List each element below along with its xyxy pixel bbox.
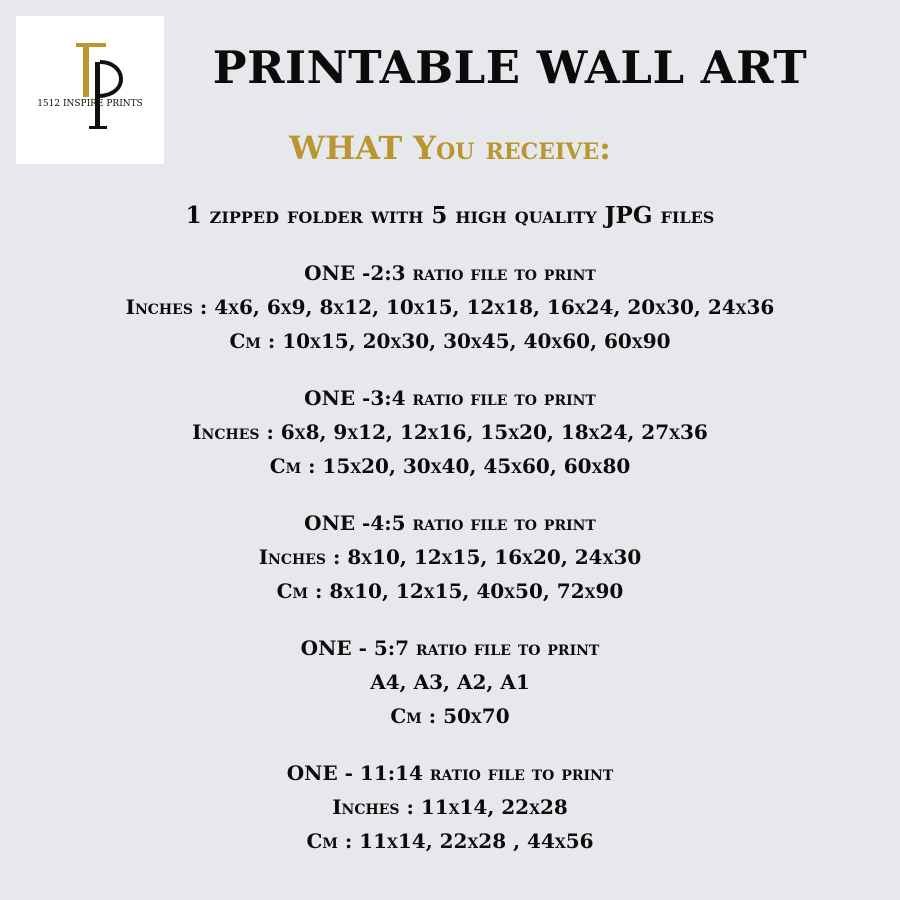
ratio-section-2-3 <box>0 256 900 358</box>
page-title: PRINTABLE WALL ART <box>212 41 808 94</box>
summary-line: 1 zipped folder with 5 high quality JPG files <box>185 202 715 229</box>
section-line: Cm : 11x14, 22x28 , 44x56 <box>306 829 594 853</box>
section-heading: ONE -2:3 ratio file to print <box>304 261 596 285</box>
ratio-section-3-4 <box>0 381 900 483</box>
brand-text: 1512 INSPIRE PRINTS <box>37 99 143 109</box>
section-heading: ONE - 11:14 ratio file to print <box>286 761 614 785</box>
ratio-section-11-14 <box>0 756 900 858</box>
section-heading: ONE -4:5 ratio file to print <box>304 511 596 535</box>
section-heading: ONE -3:4 ratio file to print <box>304 386 596 410</box>
brand-logo <box>16 16 164 164</box>
section-line: Cm : 15x20, 30x40, 45x60, 60x80 <box>269 454 631 478</box>
section-line: Cm : 50x70 <box>390 704 510 728</box>
section-heading: ONE - 5:7 ratio file to print <box>300 636 600 660</box>
section-line: Inches : 8x10, 12x15, 16x20, 24x30 <box>258 545 642 569</box>
subtitle: WHAT You receive: <box>289 129 611 167</box>
ip-monogram-icon <box>16 16 164 164</box>
ratio-section-5-7 <box>0 631 900 733</box>
section-line: Inches : 6x8, 9x12, 12x16, 15x20, 18x24, 27x36 <box>192 420 708 444</box>
section-line: Inches : 4x6, 6x9, 8x12, 10x15, 12x18, 16x24, 20x30, 24x36 <box>125 295 775 319</box>
ratio-section-4-5 <box>0 506 900 608</box>
section-line: Cm : 10x15, 20x30, 30x45, 40x60, 60x90 <box>229 329 671 353</box>
section-line: Cm : 8x10, 12x15, 40x50, 72x90 <box>276 579 624 603</box>
section-line: Inches : 11x14, 22x28 <box>332 795 568 819</box>
section-line: A4, A3, A2, A1 <box>370 670 530 694</box>
